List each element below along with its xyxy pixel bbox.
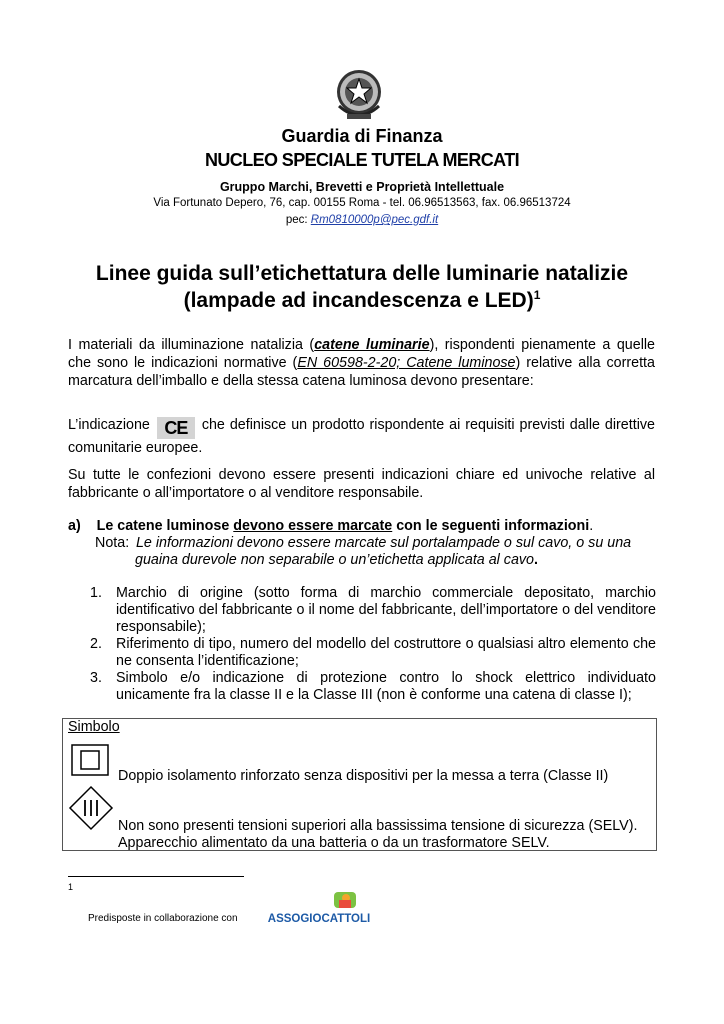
list-item-text: Riferimento di tipo, numero del modello del costruttore o qualsiasi altro elemento che ne consenta l’identificazione; [116, 636, 656, 669]
section-a-text-b: con le seguenti informazioni [392, 518, 590, 534]
list-item-number: 1. [90, 585, 102, 601]
ce-text-after: che definisce un prodotto rispondente ai requisiti previsti dalle direttive comunitarie europee. [68, 417, 655, 456]
section-a-label: a) [68, 518, 81, 534]
footnote-separator [68, 876, 244, 877]
class-ii-symbol-icon [70, 743, 110, 777]
info-list [90, 585, 656, 704]
list-item [90, 670, 656, 704]
section-a-text-c: . [589, 518, 594, 534]
nota-end: . [534, 552, 538, 568]
pec-label: pec: [285, 214, 311, 226]
class-ii-description: Doppio isolamento rinforzato senza dispositivi per la messa a terra (Classe II) [118, 768, 609, 784]
class-iii-description [118, 818, 637, 852]
ce-mark-icon: CE [157, 417, 195, 439]
list-item-text: Marchio di origine (sotto forma di marchio commerciale depositato, marchio identificativo del fabbricante o il nome del fabbricante, dell’importatore o del venditore responsabile); [116, 585, 656, 635]
pec-line [0, 214, 724, 226]
pec-email-link[interactable]: Rm0810000p@pec.gdf.it [310, 214, 439, 226]
list-item [90, 636, 656, 670]
footnote-ref[interactable]: 1 [533, 288, 541, 302]
intro-catene: catene luminarie [314, 337, 430, 353]
nota [95, 535, 655, 569]
ce-text-before: L’indicazione [68, 417, 150, 433]
org-name: Guardia di Finanza [281, 126, 443, 146]
logo-text: ASSOGIOCATTOLI [267, 913, 371, 925]
list-item-number: 3. [90, 670, 102, 686]
class-iii-line2: Apparecchio alimentato da una batteria o da un trasformatore SELV. [118, 835, 550, 851]
intro-norm: EN 60598-2-20; Catene luminose [297, 355, 516, 371]
section-a-heading [68, 518, 593, 534]
nota-label: Nota: [95, 535, 130, 551]
page-title-line2-text: (lampade ad incandescenza e LED) [183, 289, 534, 312]
class-iii-line1: Non sono presenti tensioni superiori alla bassissima tensione di sicurezza (SELV). [118, 818, 638, 834]
page-title-line2 [0, 288, 724, 313]
page-title-line1: Linee guida sull’etichettatura delle luminarie natalizie [95, 262, 629, 285]
group-name: Gruppo Marchi, Brevetti e Proprietà Intellettuale [219, 180, 505, 194]
list-item-number: 2. [90, 636, 102, 652]
nota-line2: guaina durevole non separabile o un’etichetta applicata al cavo [135, 552, 535, 568]
section-a-text-a: Le catene luminose [96, 518, 234, 534]
nota-line1: Le informazioni devono essere marcate sul portalampade o sul cavo, o su una [135, 535, 632, 551]
intro-paragraph [68, 336, 655, 390]
intro-text-a: I materiali da illuminazione natalizia ( [68, 337, 315, 353]
emblem-icon [333, 66, 385, 124]
packaging-paragraph: Su tutte le confezioni devono essere presenti indicazioni chiare ed univoche relative al fabbricante o all’importatore o al venditore responsabile. [68, 467, 655, 501]
address: Via Fortunato Depero, 76, cap. 00155 Roma - tel. 06.96513563, fax. 06.96513724 [153, 197, 571, 209]
section-a-text-u: devono essere marcate [233, 518, 393, 534]
list-item [90, 585, 656, 636]
footnote-number: 1 [68, 882, 74, 892]
assogiocattoli-logo-icon [264, 890, 374, 932]
intro-text-c: ) relative alla corretta marcatura dell’imballo e della stessa catena luminosa devono presentare: [68, 355, 655, 389]
collaboration-text: Predisposte in collaborazione con [88, 913, 238, 924]
unit-name: NUCLEO SPECIALE TUTELA MERCATI [205, 150, 519, 170]
list-item-text: Simbolo e/o indicazione di protezione contro lo shock elettrico individuato unicamente fra la classe II e la Classe III (non è conforme una catena di classe I); [116, 670, 656, 703]
class-iii-symbol-icon [68, 785, 114, 831]
symbols-title: Simbolo [68, 719, 120, 735]
intro-text-b: ), rispondenti pienamente a quelle che sono le indicazioni normative ( [68, 337, 656, 371]
ce-paragraph [68, 416, 655, 457]
